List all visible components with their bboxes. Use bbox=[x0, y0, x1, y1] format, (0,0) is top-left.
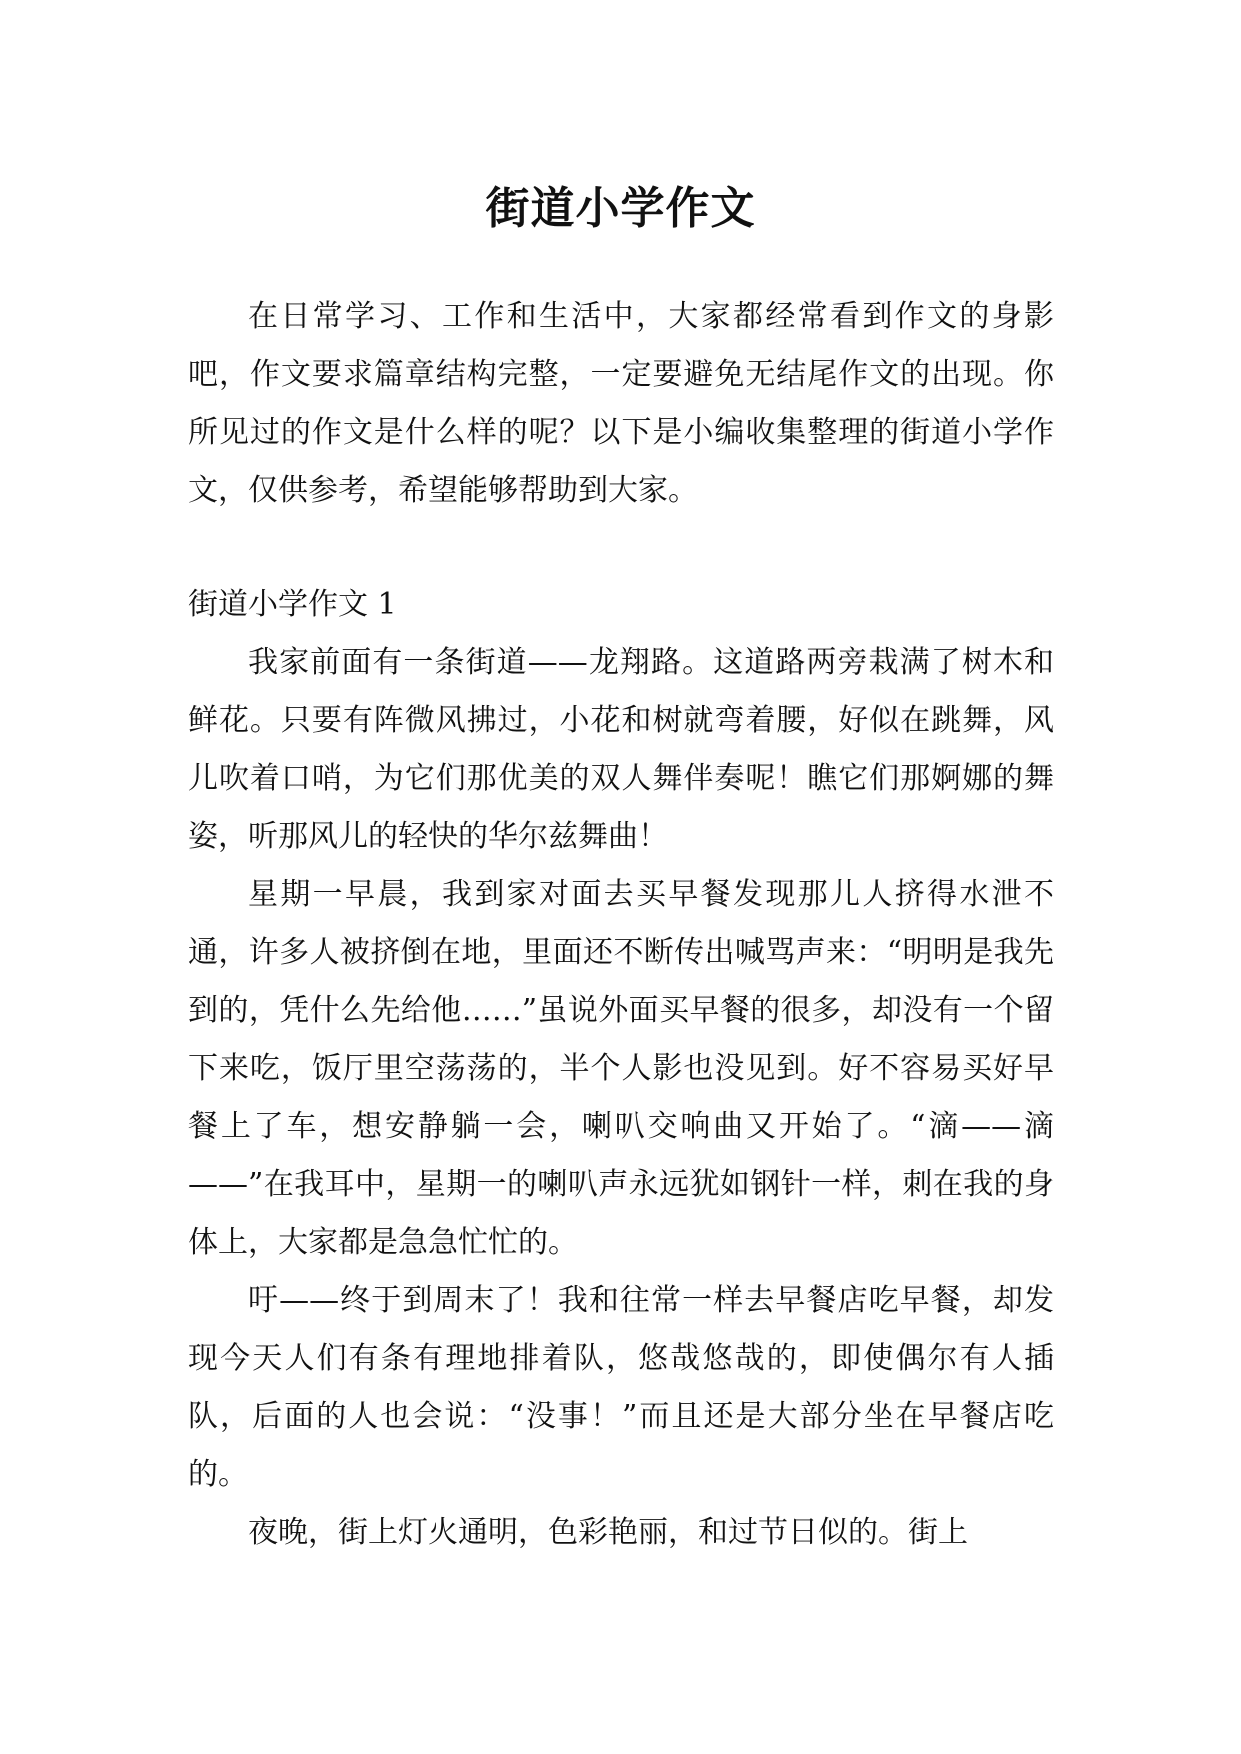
body-paragraph-1: 我家前面有一条街道——龙翔路。这道路两旁栽满了树木和鲜花。只要有阵微风拂过，小花和树就弯着腰，好似在跳舞，风儿吹着口哨，为它们那优美的双人舞伴奏呢！瞧它们那婀娜的舞姿，听那风儿的轻快的华尔兹舞曲！ bbox=[188, 645, 1054, 854]
body-paragraph-2: 星期一早晨，我到家对面去买早餐发现那儿人挤得水泄不通，许多人被挤倒在地，里面还不断传出喊骂声来：“明明是我先到的，凭什么先给他……”虽说外面买早餐的很多，却没有一个留下来吃，饭厅里空荡荡的，半个人影也没见到。好不容易买好早餐上了车，想安静躺一会，喇叭交响曲又开始了。“滴——滴——”在我耳中，星期一的喇叭声永远犹如钢针一样，刺在我的身体上，大家都是急急忙忙的。 bbox=[188, 877, 1054, 1260]
section-title: 街道小学作文 1 bbox=[188, 587, 397, 622]
document-body bbox=[188, 288, 1054, 1562]
document-title: 街道小学作文 bbox=[485, 183, 756, 235]
body-paragraph-3: 吁——终于到周末了！我和往常一样去早餐店吃早餐，却发现今天人们有条有理地排着队，悠哉悠哉的，即使偶尔有人插队，后面的人也会说：“没事！”而且还是大部分坐在早餐店吃的。 bbox=[188, 1283, 1054, 1492]
intro-paragraph: 在日常学习、工作和生活中，大家都经常看到作文的身影吧，作文要求篇章结构完整，一定要避免无结尾作文的出现。你所见过的作文是什么样的呢？以下是小编收集整理的街道小学作文，仅供参考，希望能够帮助到大家。 bbox=[188, 299, 1054, 508]
body-paragraph-4: 夜晚，街上灯火通明，色彩艳丽，和过节日似的。街上 bbox=[248, 1515, 968, 1550]
